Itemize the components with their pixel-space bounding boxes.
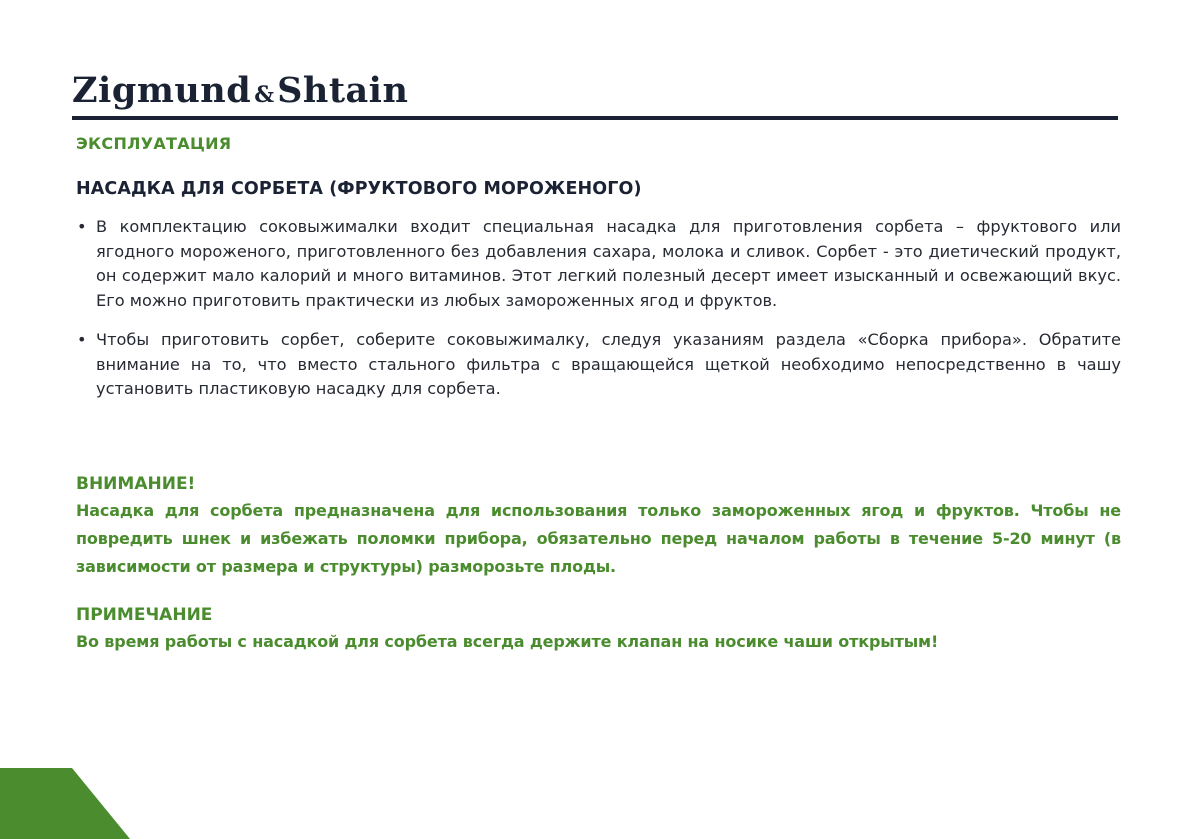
list-item-text: Чтобы приготовить сорбет, соберите соковыжималку, следуя указаниям раздела «Сборка прибора». Обратите внимание на то, что вместо стального фильтра с вращающейся щеткой необходимо непосредственно в чашу установить пластиковую насадку для сорбета. (96, 330, 1121, 398)
page-title: НАСАДКА ДЛЯ СОРБЕТА (ФРУКТОВОГО МОРОЖЕНОГО) (76, 179, 642, 199)
bullet-marker: • (77, 330, 87, 349)
section-label: ЭКСПЛУАТАЦИЯ (76, 134, 232, 153)
corner-decoration (0, 768, 130, 839)
corner-decoration-shape (0, 768, 130, 839)
bullet-marker: • (77, 217, 87, 236)
list-item (76, 328, 1121, 402)
list-item-text: В комплектацию соковыжималки входит специальная насадка для приготовления сорбета – фруктового или ягодного мороженого, приготовленного без добавления сахара, молока и сливок. Сорбет - это диетический продукт, он содержит мало калорий и много витаминов. Этот легкий полезный десерт имеет изысканный и освежающий вкус. Его можно приготовить практически из любых замороженных ягод и фруктов. (96, 217, 1121, 310)
warning-title: ВНИМАНИЕ! (76, 474, 196, 494)
header-divider (72, 116, 1118, 120)
list-item (76, 215, 1121, 313)
warning-text: Насадка для сорбета предназначена для использования только замороженных ягод и фруктов. Чтобы не повредить шнек и избежать поломки прибора, обязательно перед началом работы в течение 5-20 минут (в зависимости от размера и структуры) разморозьте плоды. (76, 501, 1121, 576)
note-block (76, 602, 1121, 656)
logo-ampersand: & (254, 82, 275, 108)
note-text: Во время работы с насадкой для сорбета всегда держите клапан на носике чаши открытым! (76, 632, 939, 651)
instruction-list (76, 215, 1121, 417)
brand-logo (72, 70, 408, 110)
warning-block (76, 471, 1121, 581)
logo-word-zigmund: Zigmund (72, 70, 252, 111)
note-title: ПРИМЕЧАНИЕ (76, 605, 213, 625)
logo-word-shtain: Shtain (277, 70, 409, 111)
